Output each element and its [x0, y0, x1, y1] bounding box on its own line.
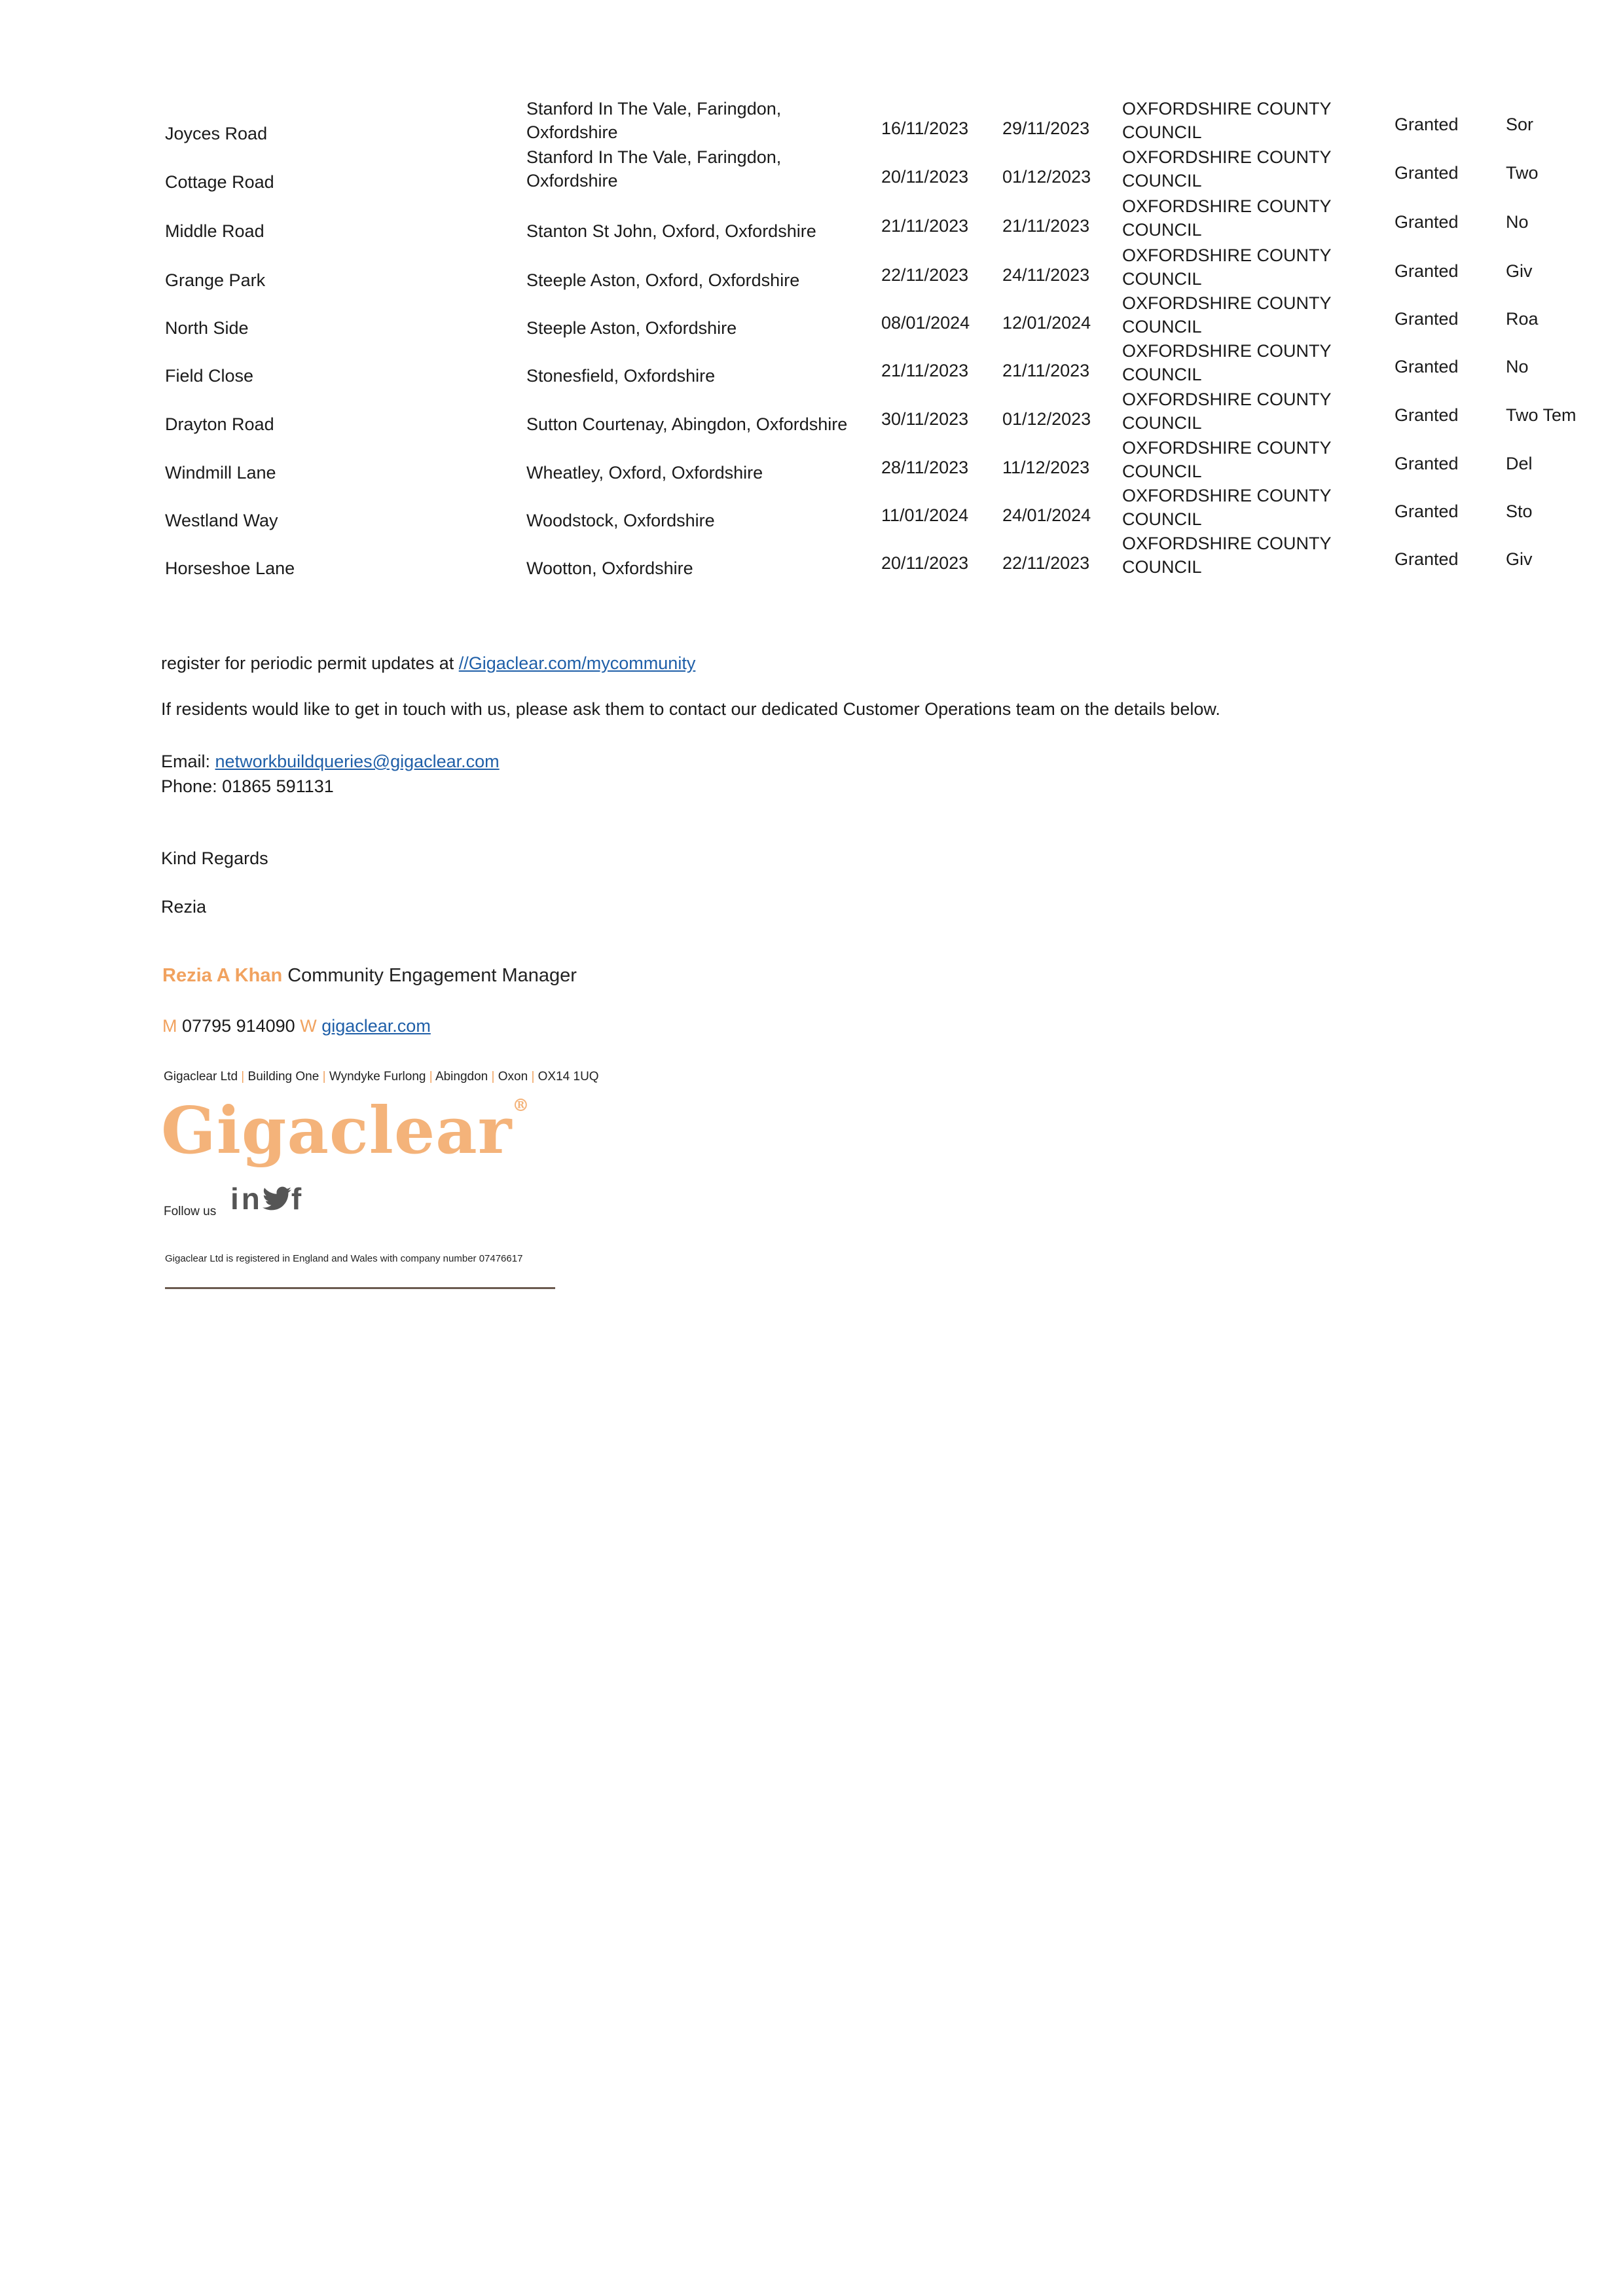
follow-us-label: Follow us — [164, 1205, 217, 1218]
table-row — [0, 244, 1623, 292]
web-label: W — [300, 1016, 317, 1036]
authority-line: OXFORDSHIRE COUNTY — [1122, 390, 1332, 409]
permit-status: Granted — [1395, 212, 1459, 232]
register-text: register for periodic permit updates at — [161, 653, 459, 673]
website-link[interactable]: gigaclear.com — [321, 1016, 431, 1036]
location-line: Steeple Aston, Oxford, Oxfordshire — [526, 270, 800, 290]
works-description: No — [1506, 357, 1529, 376]
sender-name: Rezia — [161, 897, 207, 917]
road-name: Westland Way — [165, 511, 278, 530]
address-part: Abingdon — [435, 1070, 488, 1084]
end-date: 21/11/2023 — [1002, 216, 1090, 236]
company-address: Gigaclear Ltd | Building One | Wyndyke Furlong | Abingdon | Oxon | OX14 1UQ — [164, 1070, 599, 1084]
authority-line: OXFORDSHIRE COUNTY — [1122, 534, 1332, 553]
location-line: Oxfordshire — [526, 171, 618, 191]
location — [526, 268, 867, 292]
road-name: Field Close — [165, 366, 254, 386]
table-row — [0, 388, 1623, 436]
email-line — [161, 752, 500, 772]
table-row — [0, 484, 1623, 532]
start-date: 30/11/2023 — [881, 409, 969, 429]
end-date: 22/11/2023 — [1002, 553, 1090, 573]
end-date: 01/12/2023 — [1002, 409, 1091, 429]
table-row — [0, 436, 1623, 484]
address-part: Gigaclear Ltd — [164, 1070, 238, 1084]
end-date: 24/11/2023 — [1002, 265, 1090, 285]
table-row — [0, 97, 1623, 145]
start-date: 16/11/2023 — [881, 118, 969, 138]
road-name: Joyces Road — [165, 124, 268, 143]
start-date: 28/11/2023 — [881, 458, 969, 477]
road-name: Grange Park — [165, 270, 266, 290]
table-row — [0, 339, 1623, 388]
highway-authority — [1122, 145, 1332, 192]
registered-mark: ® — [512, 1096, 530, 1116]
location — [526, 509, 867, 532]
highway-authority — [1122, 291, 1332, 338]
end-date: 29/11/2023 — [1002, 118, 1090, 138]
linkedin-icon[interactable]: in — [230, 1182, 263, 1216]
works-description: Two Tem — [1506, 405, 1577, 425]
highway-authority — [1122, 244, 1332, 291]
works-description: Giv — [1506, 549, 1533, 569]
location-line: Stanford In The Vale, Faringdon, — [526, 99, 782, 118]
table-row — [0, 145, 1623, 194]
mobile-number: 07795 914090 — [182, 1016, 295, 1036]
location — [526, 97, 867, 144]
location-line: Sutton Courtenay, Abingdon, Oxfordshire — [526, 414, 848, 434]
authority-line: COUNCIL — [1122, 220, 1202, 240]
highway-authority — [1122, 388, 1332, 435]
phone-line: Phone: 01865 591131 — [161, 776, 334, 796]
signature-title — [162, 965, 577, 987]
highway-authority — [1122, 97, 1332, 144]
address-part: OX14 1UQ — [538, 1070, 599, 1084]
road-name: Cottage Road — [165, 172, 274, 192]
highway-authority — [1122, 532, 1332, 579]
location-line: Steeple Aston, Oxfordshire — [526, 318, 737, 338]
road-name: Windmill Lane — [165, 463, 276, 483]
authority-line: OXFORDSHIRE COUNTY — [1122, 341, 1332, 361]
signature-name: Rezia A Khan — [162, 965, 283, 986]
location-line: Oxfordshire — [526, 122, 618, 142]
road-name: Drayton Road — [165, 414, 274, 434]
authority-line: OXFORDSHIRE COUNTY — [1122, 293, 1332, 313]
authority-line: OXFORDSHIRE COUNTY — [1122, 486, 1332, 505]
location — [526, 364, 867, 388]
location — [526, 145, 867, 192]
authority-line: COUNCIL — [1122, 509, 1202, 529]
permit-status: Granted — [1395, 163, 1459, 183]
location — [526, 316, 867, 340]
start-date: 08/01/2024 — [881, 313, 970, 333]
end-date: 21/11/2023 — [1002, 361, 1090, 380]
permit-status: Granted — [1395, 357, 1459, 376]
works-description: No — [1506, 212, 1529, 232]
authority-line: COUNCIL — [1122, 365, 1202, 384]
location-line: Wootton, Oxfordshire — [526, 558, 693, 578]
facebook-icon[interactable]: f — [291, 1182, 304, 1216]
logo-text: Gigaclear — [161, 1093, 513, 1169]
permit-status: Granted — [1395, 501, 1459, 521]
gigaclear-logo — [161, 1093, 530, 1169]
location-line: Stonesfield, Oxfordshire — [526, 366, 716, 386]
signature-contact — [162, 1016, 431, 1036]
table-row — [0, 532, 1623, 580]
start-date: 21/11/2023 — [881, 216, 969, 236]
authority-line: COUNCIL — [1122, 269, 1202, 289]
location — [526, 412, 867, 436]
authority-line: OXFORDSHIRE COUNTY — [1122, 246, 1332, 265]
start-date: 11/01/2024 — [881, 505, 969, 525]
authority-line: COUNCIL — [1122, 122, 1202, 142]
contact-text: If residents would like to get in touch with us, please ask them to contact our dedicated Customer Operations team on the details below. — [161, 699, 1220, 719]
road-name: Middle Road — [165, 221, 264, 241]
email-label: Email: — [161, 752, 215, 771]
location-line: Stanford In The Vale, Faringdon, — [526, 147, 782, 167]
works-description: Two — [1506, 163, 1539, 183]
road-name: North Side — [165, 318, 249, 338]
authority-line: COUNCIL — [1122, 557, 1202, 577]
authority-line: COUNCIL — [1122, 317, 1202, 337]
signature-role: Community Engagement Manager — [287, 965, 577, 986]
location-line: Wheatley, Oxford, Oxfordshire — [526, 463, 763, 483]
works-description: Giv — [1506, 261, 1533, 281]
mycommunity-link[interactable]: //Gigaclear.com/mycommunity — [458, 653, 696, 673]
table-row — [0, 194, 1623, 243]
permit-status: Granted — [1395, 454, 1459, 473]
table-row — [0, 291, 1623, 340]
address-part: Wyndyke Furlong — [329, 1070, 426, 1084]
authority-line: COUNCIL — [1122, 462, 1202, 481]
authority-line: COUNCIL — [1122, 413, 1202, 433]
highway-authority — [1122, 484, 1332, 531]
location-line: Woodstock, Oxfordshire — [526, 511, 715, 530]
permit-status: Granted — [1395, 115, 1459, 134]
permit-status: Granted — [1395, 405, 1459, 425]
social-icons — [230, 1181, 304, 1216]
highway-authority — [1122, 436, 1332, 483]
works-description: Sto — [1506, 501, 1533, 521]
location — [526, 556, 867, 580]
location — [526, 219, 867, 243]
authority-line: COUNCIL — [1122, 171, 1202, 191]
highway-authority — [1122, 194, 1332, 242]
end-date: 12/01/2024 — [1002, 313, 1091, 333]
location — [526, 461, 867, 484]
permit-status: Granted — [1395, 261, 1459, 281]
mobile-label: M — [162, 1016, 177, 1036]
end-date: 24/01/2024 — [1002, 505, 1091, 525]
signature-divider — [165, 1287, 555, 1289]
start-date: 22/11/2023 — [881, 265, 969, 285]
address-part: Building One — [247, 1070, 319, 1084]
legal-notice: Gigaclear Ltd is registered in England and Wales with company number 07476617 — [165, 1253, 523, 1264]
twitter-icon[interactable] — [263, 1186, 291, 1212]
end-date: 01/12/2023 — [1002, 167, 1091, 187]
authority-line: OXFORDSHIRE COUNTY — [1122, 196, 1332, 216]
road-name: Horseshoe Lane — [165, 558, 295, 578]
authority-line: OXFORDSHIRE COUNTY — [1122, 99, 1332, 118]
works-description: Sor — [1506, 115, 1534, 134]
highway-authority — [1122, 339, 1332, 386]
regards: Kind Regards — [161, 848, 268, 868]
start-date: 21/11/2023 — [881, 361, 969, 380]
email-link[interactable]: networkbuildqueries@gigaclear.com — [215, 752, 500, 771]
start-date: 20/11/2023 — [881, 553, 969, 573]
permit-status: Granted — [1395, 549, 1459, 569]
authority-line: OXFORDSHIRE COUNTY — [1122, 438, 1332, 458]
register-line — [161, 653, 695, 674]
permit-status: Granted — [1395, 309, 1459, 329]
works-description: Del — [1506, 454, 1533, 473]
address-part: Oxon — [498, 1070, 528, 1084]
end-date: 11/12/2023 — [1002, 458, 1090, 477]
location-line: Stanton St John, Oxford, Oxfordshire — [526, 221, 816, 241]
authority-line: OXFORDSHIRE COUNTY — [1122, 147, 1332, 167]
start-date: 20/11/2023 — [881, 167, 969, 187]
works-description: Roa — [1506, 309, 1539, 329]
